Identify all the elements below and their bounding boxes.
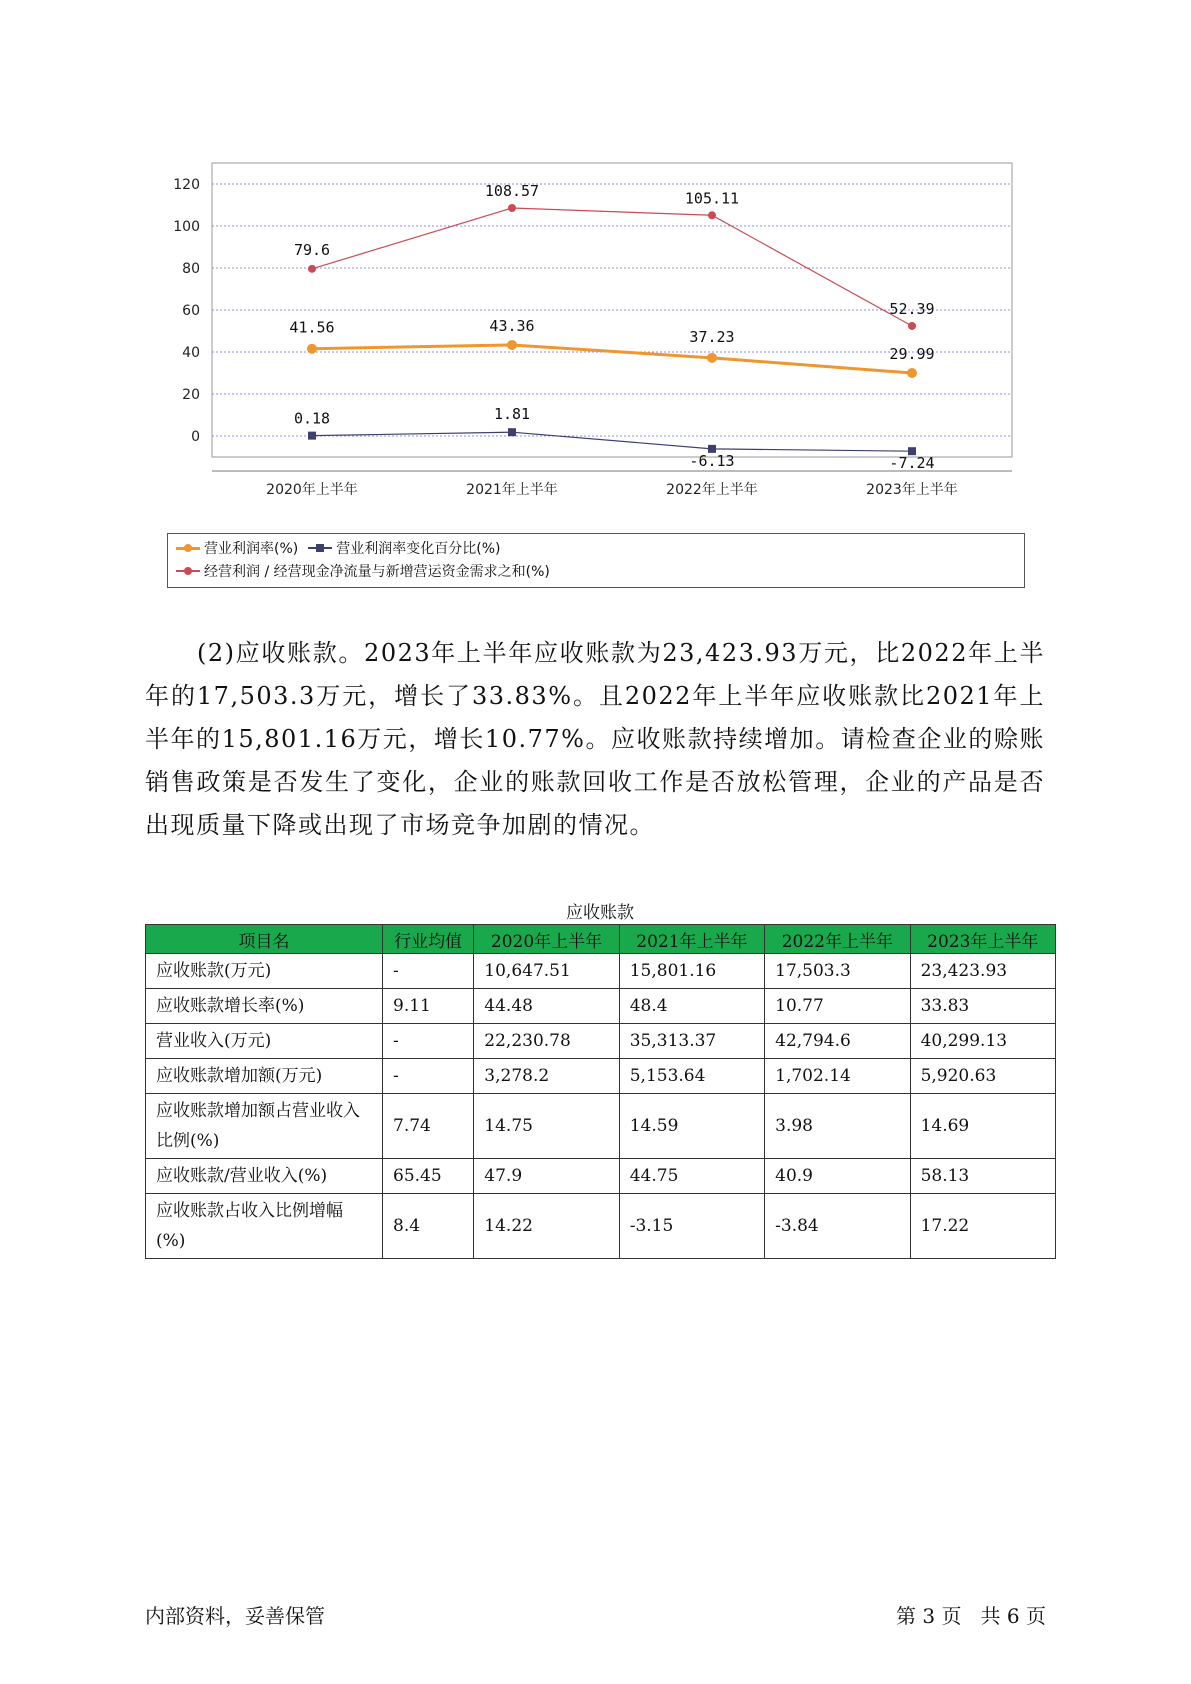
data-label: 79.6 [293, 240, 331, 259]
table-cell: 应收账款增加额占营业收入比例(%) [146, 1094, 383, 1159]
table-title: 应收账款 [566, 903, 634, 923]
table-cell: 8.4 [383, 1194, 474, 1259]
table-cell: 17.22 [910, 1194, 1055, 1259]
table-row [146, 1159, 1056, 1194]
table-cell: 44.75 [619, 1159, 764, 1194]
data-point-circle [907, 368, 917, 378]
data-label: 52.39 [889, 299, 935, 318]
y-tick-label: 80 [182, 261, 200, 277]
chart-legend [167, 533, 1025, 588]
header-cell: 行业均值 [383, 925, 474, 954]
table-cell: 应收账款增加额(万元) [146, 1059, 383, 1094]
header-cell: 2021年上半年 [619, 925, 764, 954]
legend-item-operating-margin [176, 538, 298, 558]
legend-label: 经营利润 / 经营现金净流量与新增营运资金需求之和(%) [204, 564, 550, 580]
y-tick-label: 120 [173, 177, 200, 193]
x-tick-label: 2021年上半年 [466, 482, 558, 498]
table-cell: 47.9 [474, 1159, 619, 1194]
data-point-circle [308, 265, 316, 273]
table-cell: 14.75 [474, 1094, 619, 1159]
table-row [146, 1094, 1056, 1159]
table-cell: 65.45 [383, 1159, 474, 1194]
x-tick-label: 2023年上半年 [866, 482, 958, 498]
chart-plot [145, 155, 1025, 535]
table-header-row [146, 925, 1056, 954]
table-row [146, 1059, 1056, 1094]
header-cell: 2020年上半年 [474, 925, 619, 954]
data-point-circle [908, 322, 916, 330]
x-tick-label: 2022年上半年 [666, 482, 758, 498]
table-cell: - [383, 1059, 474, 1094]
header-cell: 2022年上半年 [765, 925, 910, 954]
receivables-table [145, 924, 1056, 1259]
table-cell: 应收账款/营业收入(%) [146, 1159, 383, 1194]
table-cell: 应收账款占收入比例增幅(%) [146, 1194, 383, 1259]
data-label: -7.24 [889, 454, 935, 473]
data-point-circle [508, 204, 516, 212]
y-tick-label: 40 [182, 345, 200, 361]
table-cell: 58.13 [910, 1159, 1055, 1194]
table-cell: 14.69 [910, 1094, 1055, 1159]
data-label: 37.23 [689, 327, 735, 346]
table-cell: 7.74 [383, 1094, 474, 1159]
legend-label: 营业利润率变化百分比(%) [336, 541, 501, 557]
table-cell: 1,702.14 [765, 1059, 910, 1094]
table-cell: -3.84 [765, 1194, 910, 1259]
data-label: -6.13 [689, 451, 735, 470]
legend-row-2 [176, 561, 560, 581]
table-row [146, 1024, 1056, 1059]
table-cell: 5,153.64 [619, 1059, 764, 1094]
analysis-paragraph [145, 632, 1045, 847]
table-row [146, 954, 1056, 989]
y-tick-label: 100 [173, 219, 200, 235]
data-point-circle [707, 353, 717, 363]
data-label: 1.81 [493, 405, 531, 424]
data-label: 43.36 [489, 316, 535, 335]
table-row [146, 989, 1056, 1024]
x-tick-label: 2020年上半年 [266, 482, 358, 498]
series-line [312, 432, 912, 451]
table-cell: -3.15 [619, 1194, 764, 1259]
data-label: 0.18 [293, 409, 331, 428]
table-cell: 35,313.37 [619, 1024, 764, 1059]
table-cell: 14.22 [474, 1194, 619, 1259]
header-cell: 项目名 [146, 925, 383, 954]
data-point-circle [307, 344, 317, 354]
data-label: 41.56 [289, 318, 335, 337]
data-point-square [508, 428, 516, 436]
table-cell: 3,278.2 [474, 1059, 619, 1094]
data-point-circle [708, 211, 716, 219]
paragraph-text: (2)应收账款。2023年上半年应收账款为23,423.93万元，比2022年上半年的17,503.3万元，增长了33.83%。且2022年上半年应收账款比2021年上半年的15,801.16万元，增长10.77%。应收账款持续增加。请检查企业的赊账销售政策是否发生了变化，企业的账款回收工作是否放松管理，企业的产品是否出现质量下降或出现了市场竞争加剧的情况。 [145, 639, 1045, 839]
table-cell: 应收账款(万元) [146, 954, 383, 989]
legend-row-1 [176, 538, 510, 558]
table-cell: - [383, 1024, 474, 1059]
series-line [312, 345, 912, 373]
table-cell: - [383, 954, 474, 989]
data-label: 29.99 [889, 345, 935, 364]
data-point-circle [507, 340, 517, 350]
table-cell: 44.48 [474, 989, 619, 1024]
table-cell: 23,423.93 [910, 954, 1055, 989]
data-point-square [308, 432, 316, 440]
legend-label: 营业利润率(%) [204, 541, 299, 557]
table-cell: 42,794.6 [765, 1024, 910, 1059]
table-cell: 10.77 [765, 989, 910, 1024]
table-cell: 3.98 [765, 1094, 910, 1159]
y-tick-label: 0 [191, 429, 200, 445]
table-cell: 15,801.16 [619, 954, 764, 989]
table-row [146, 1194, 1056, 1259]
y-tick-label: 60 [182, 303, 200, 319]
footer-note: 内部资料，妥善保管 [145, 1604, 325, 1628]
table-cell: 9.11 [383, 989, 474, 1024]
legend-orange-circle-icon [176, 542, 200, 554]
legend-item-operating-profit-ratio [176, 561, 550, 581]
data-label: 105.11 [684, 189, 740, 208]
table-cell: 5,920.63 [910, 1059, 1055, 1094]
legend-red-circle-icon [176, 565, 200, 577]
table-cell: 营业收入(万元) [146, 1024, 383, 1059]
legend-item-margin-change [308, 538, 500, 558]
table-cell: 40.9 [765, 1159, 910, 1194]
header-cell: 2023年上半年 [910, 925, 1055, 954]
table-cell: 10,647.51 [474, 954, 619, 989]
table-cell: 17,503.3 [765, 954, 910, 989]
data-label: 108.57 [484, 182, 540, 201]
y-tick-label: 20 [182, 387, 200, 403]
table-cell: 40,299.13 [910, 1024, 1055, 1059]
table-cell: 14.59 [619, 1094, 764, 1159]
line-chart [145, 155, 1025, 590]
legend-navy-square-icon [308, 542, 332, 554]
table-cell: 应收账款增长率(%) [146, 989, 383, 1024]
table-cell: 48.4 [619, 989, 764, 1024]
table-cell: 33.83 [910, 989, 1055, 1024]
page-number: 第 3 页 共 6 页 [896, 1604, 1046, 1628]
table-cell: 22,230.78 [474, 1024, 619, 1059]
